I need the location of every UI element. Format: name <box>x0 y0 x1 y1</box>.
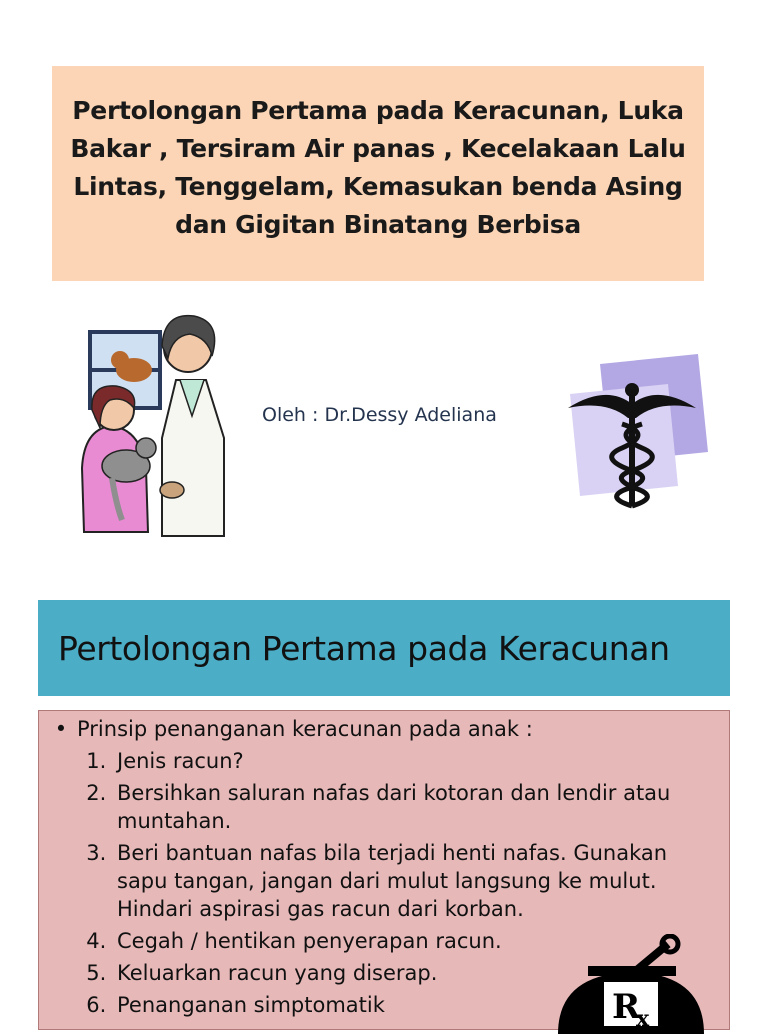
bullet-text: Prinsip penanganan keracunan pada anak : <box>77 717 533 741</box>
svg-text:R: R <box>612 987 641 1027</box>
content-slide <box>0 592 768 1032</box>
section-heading: Pertolongan Pertama pada Keracunan <box>58 628 670 668</box>
list-item: 4. Cegah / hentikan penyerapan racun. <box>113 927 715 955</box>
list-item: 2. Bersihkan saluran nafas dari kotoran dan lendir atau muntahan. <box>113 779 715 835</box>
vet-clipart <box>76 308 236 544</box>
slide-title: Pertolongan Pertama pada Keracunan, Luka Bakar , Tersiram Air panas , Kecelakaan Lalu Lintas, Tenggelam, Kemasukan benda Asing dan Gigitan Binatang Berbisa <box>70 96 686 239</box>
section-header <box>38 600 730 696</box>
list-item: 5. Keluarkan racun yang diserap. <box>113 959 715 987</box>
author-label: Oleh : Dr.Dessy Adeliana <box>262 404 497 426</box>
bullet-item <box>45 715 715 743</box>
list-item: 1. Jenis racun? <box>113 747 715 775</box>
svg-text:x: x <box>636 1006 650 1032</box>
list-item: 6. Penanganan simptomatik <box>113 991 715 1019</box>
list-item: 3. Beri bantuan nafas bila terjadi henti nafas. Gunakan sapu tangan, jangan dari mulut langsung ke mulut. Hindari aspirasi gas racun dari korban. <box>113 839 715 923</box>
title-box <box>52 66 704 281</box>
mortar-pestle-rx-icon <box>556 934 706 1034</box>
caduceus-icon <box>556 352 716 512</box>
bullet-dot: • <box>54 717 68 741</box>
